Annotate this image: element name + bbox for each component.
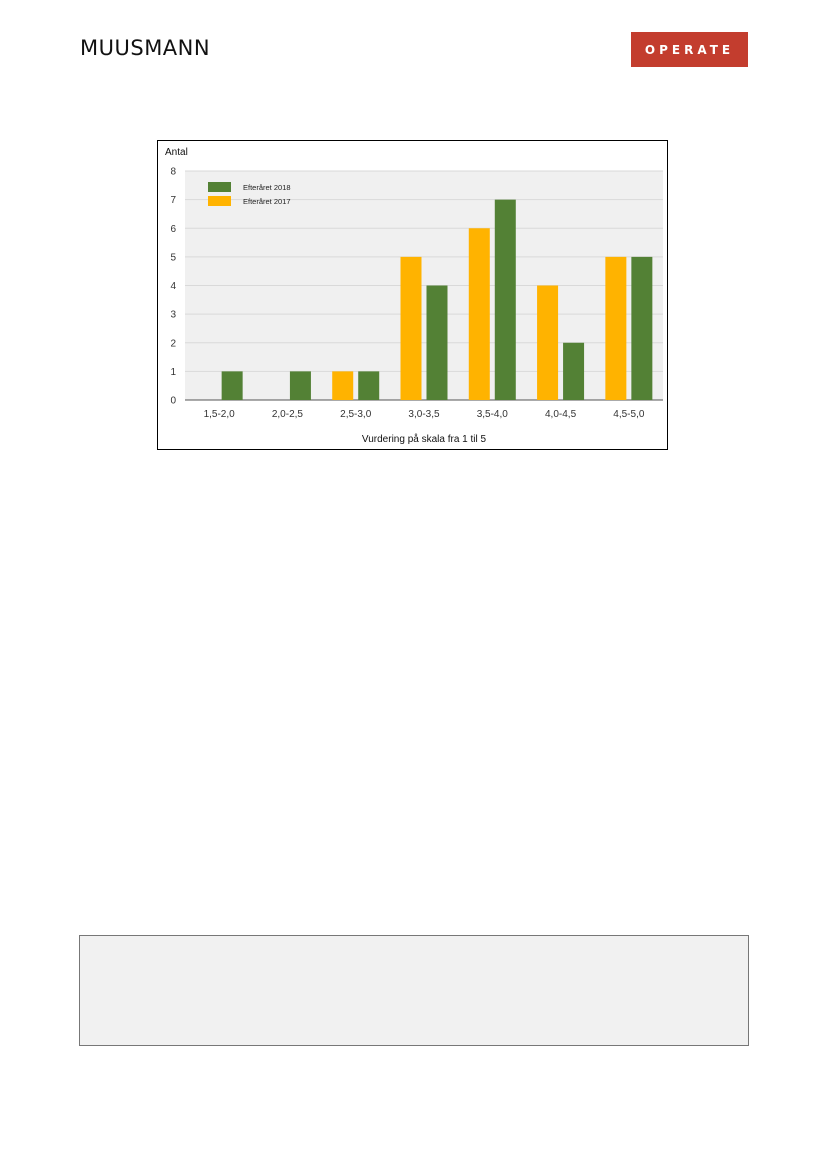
x-tick-label: 4,5-5,0 <box>613 409 645 420</box>
bar <box>358 371 379 400</box>
legend-label: Efteråret 2017 <box>243 197 291 206</box>
y-tick-label: 6 <box>170 223 176 235</box>
bar <box>427 286 448 401</box>
y-tick-label: 7 <box>170 195 176 207</box>
bar <box>563 343 584 400</box>
brand-logo-operate: OPERATE <box>631 32 748 67</box>
x-tick-label: 4,0-4,5 <box>545 409 577 420</box>
bar <box>469 228 490 400</box>
bar <box>631 257 652 400</box>
y-tick-label: 3 <box>170 309 176 321</box>
y-axis-label: Antal <box>165 147 188 158</box>
x-tick-label: 2,0-2,5 <box>271 409 303 420</box>
x-axis-label: Vurdering på skala fra 1 til 5 <box>361 434 487 445</box>
bar <box>332 371 353 400</box>
bar <box>222 371 243 400</box>
y-tick-label: 4 <box>170 281 176 292</box>
bar <box>605 257 626 400</box>
bar <box>537 286 558 401</box>
y-tick-label: 8 <box>170 166 176 178</box>
bottom-text-box <box>79 935 749 1046</box>
y-tick-label: 2 <box>170 338 176 350</box>
chart-container <box>157 140 668 450</box>
x-tick-label: 1,5-2,0 <box>203 409 235 420</box>
bar <box>401 257 422 400</box>
y-tick-label: 5 <box>170 252 176 264</box>
brand-logo-muusmann: MUUSMANN <box>80 36 211 60</box>
bar-chart <box>158 141 669 451</box>
x-tick-label: 3,5-4,0 <box>476 409 508 420</box>
legend-label: Efteråret 2018 <box>243 183 291 192</box>
y-tick-label: 0 <box>170 395 176 407</box>
x-tick-label: 2,5-3,0 <box>340 409 372 420</box>
y-tick-label: 1 <box>170 366 176 378</box>
legend-swatch <box>208 182 231 192</box>
bar <box>495 200 516 400</box>
x-tick-label: 3,0-3,5 <box>408 409 440 420</box>
legend-swatch <box>208 196 231 206</box>
bar <box>290 371 311 400</box>
